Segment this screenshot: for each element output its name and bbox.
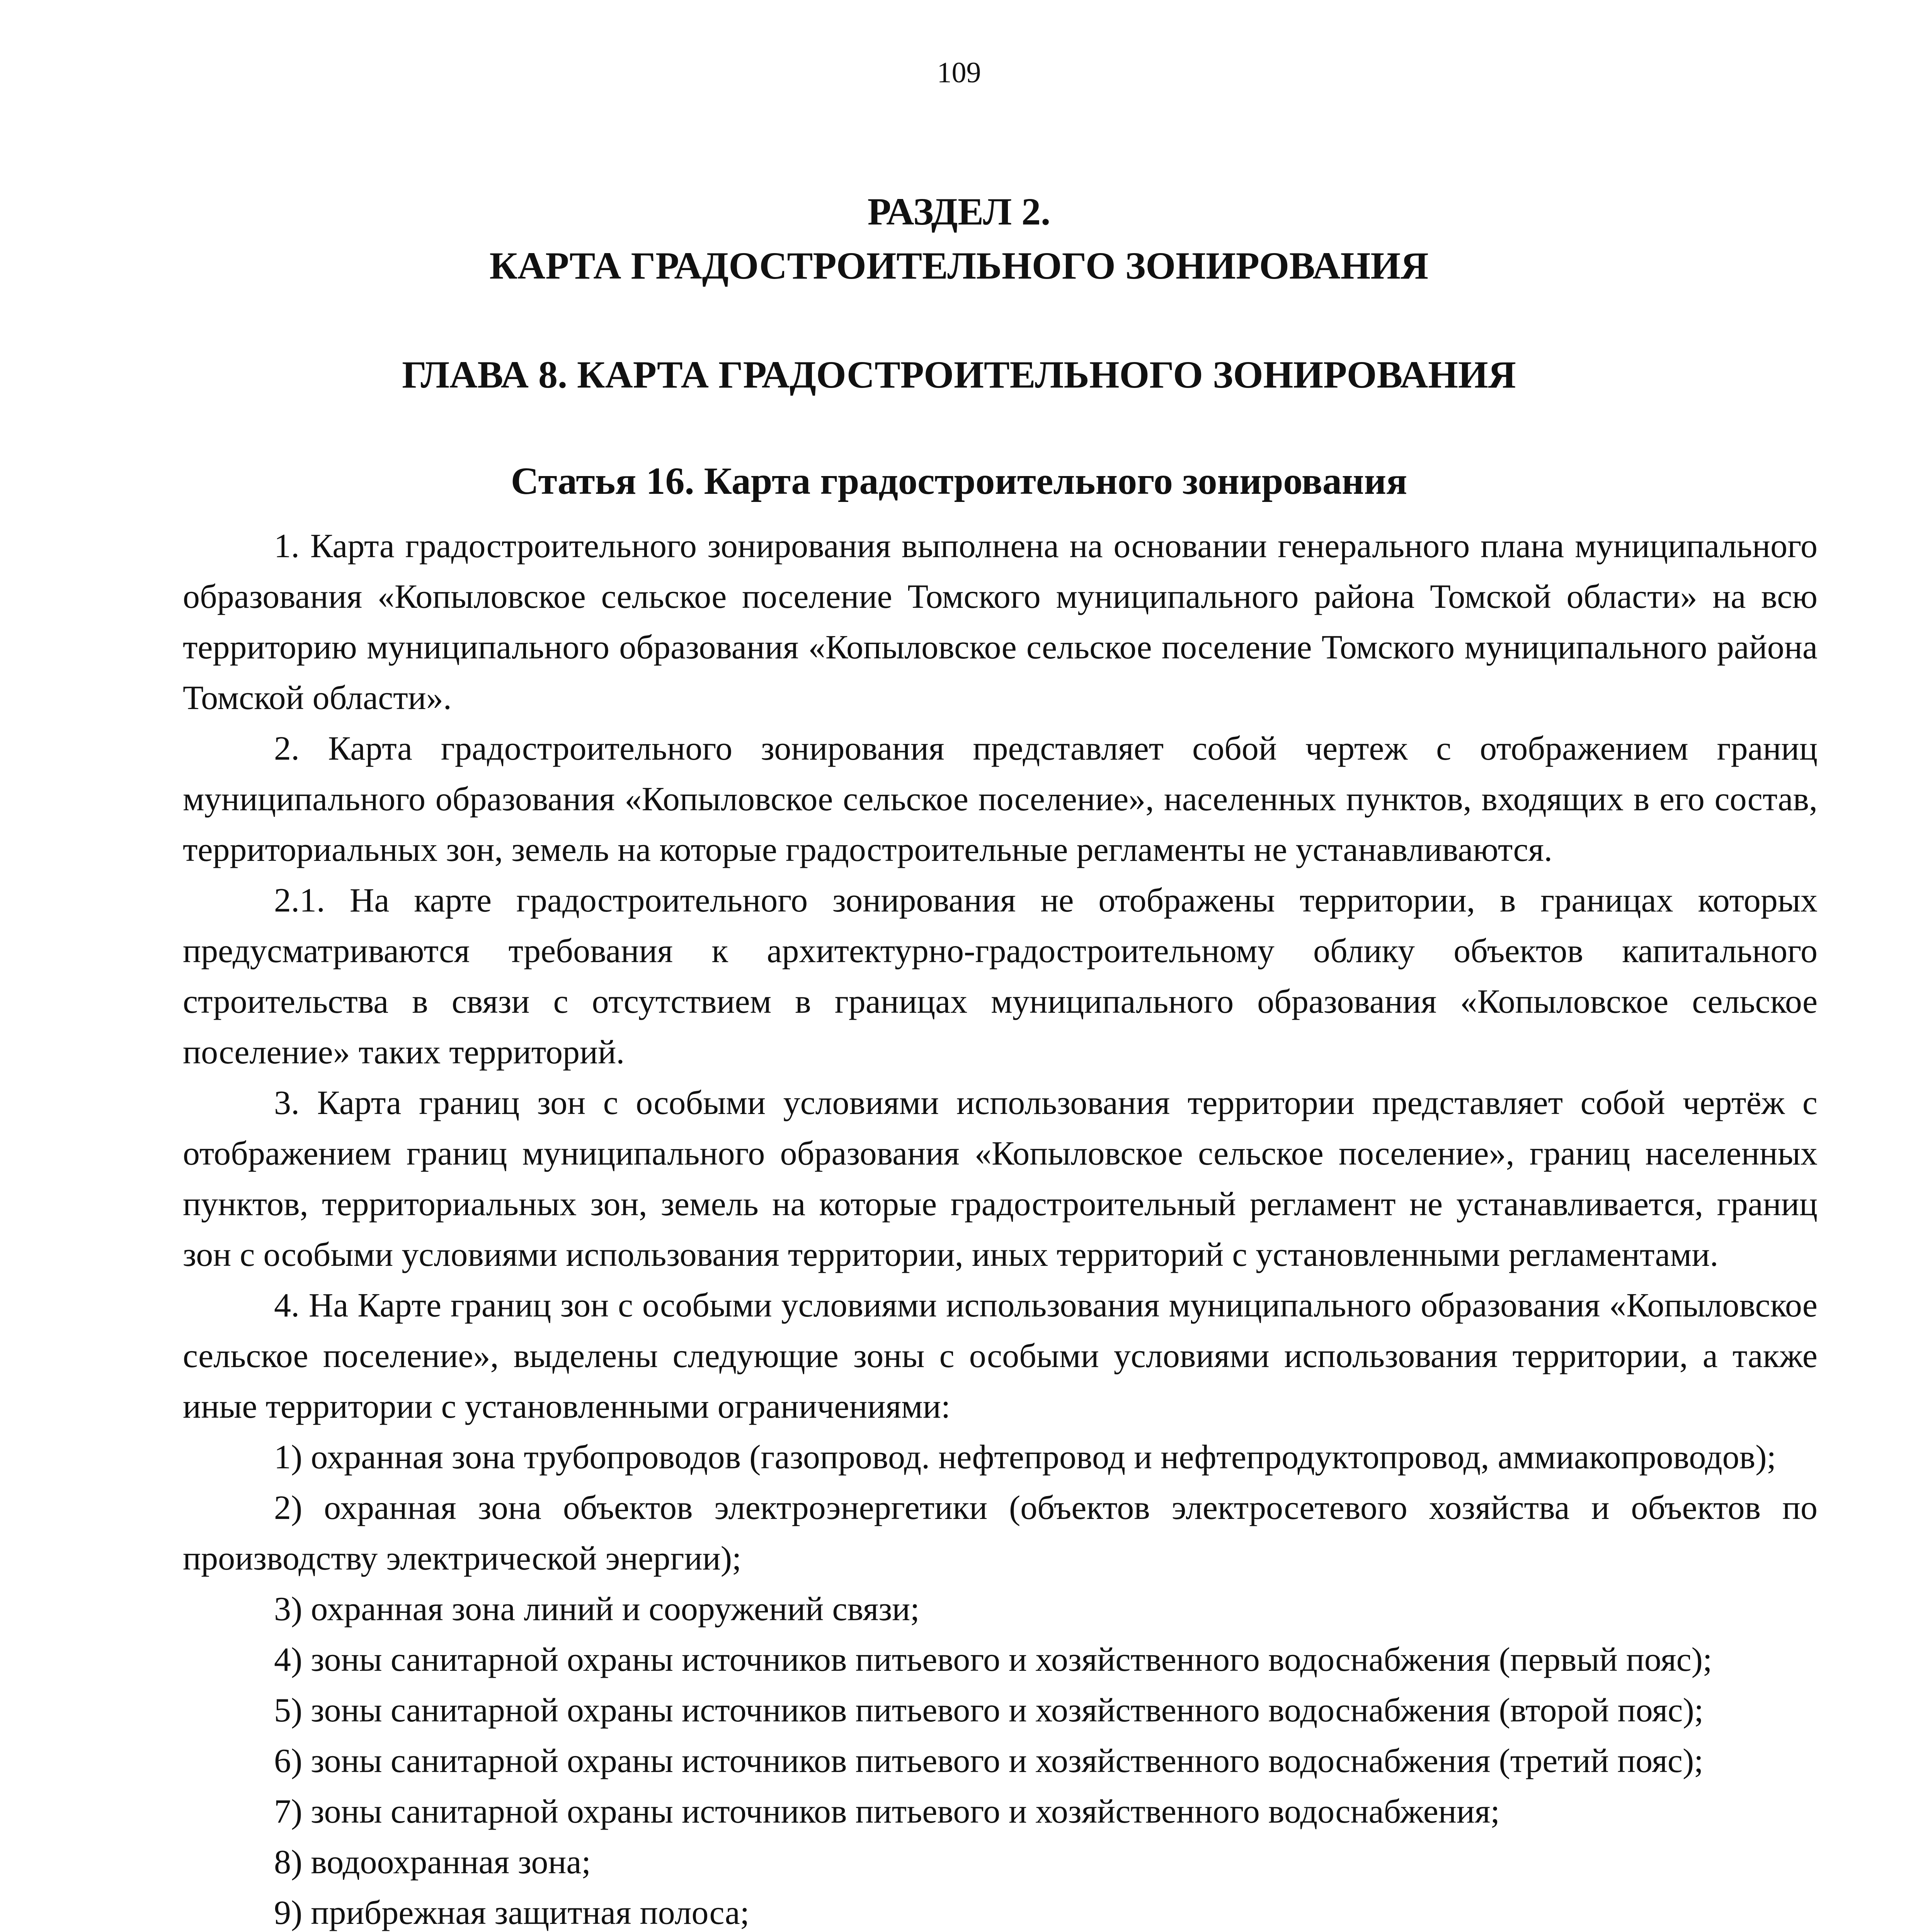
paragraph-2: 2. Карта градостроительного зонирования представляет собой чертеж с отображением границ муниципального образования «Копыловское сельское поселение», населенных пунктов, входящих в его состав, территориальных зон, земель на которые градостроительные регламенты не устанавливаются. [183,730,1818,869]
section-heading-line-2: КАРТА ГРАДОСТРОИТЕЛЬНОГО ЗОНИРОВАНИЯ [489,244,1429,287]
paragraph-4: 4. На Карте границ зон с особыми условиями использования муниципального образования «Копыловское сельское поселение», выделены следующие зоны с особыми условиями использования территории, а также иные территории с установленными ограничениями: [183,1287,1818,1425]
paragraph-2-1: 2.1. На карте градостроительного зонирования не отображены территории, в границах которых предусматриваются требования к архитектурно-градостроительному облику объектов капитального строительства в связи с отсутствием в границах муниципального образования «Копыловское сельское поселение» таких территорий. [183,882,1818,1071]
chapter-heading: ГЛАВА 8. КАРТА ГРАДОСТРОИТЕЛЬНОГО ЗОНИРОВАНИЯ [402,353,1516,396]
list-item-2: 2) охранная зона объектов электроэнергетики (объектов электросетевого хозяйства и объектов по производству электрической энергии); [183,1489,1818,1577]
list-item-9: 9) прибрежная защитная полоса; [274,1894,750,1932]
list-item-1: 1) охранная зона трубопроводов (газопровод. нефтепровод и нефтепродуктопровод, аммиакопроводов); [274,1439,1776,1476]
page-number: 109 [937,56,981,89]
article-heading: Статья 16. Карта градостроительного зонирования [511,459,1407,502]
paragraph-3: 3. Карта границ зон с особыми условиями использования территории представляет собой чертёж с отображением границ муниципального образования «Копыловское сельское поселение», границ населенных пунктов, территориальных зон, земель на которые градостроительный регламент не устанавливается, границ зон с особыми условиями использования территории, иных территорий с установленными регламентами. [183,1084,1818,1274]
list-item-6: 6) зоны санитарной охраны источников питьевого и хозяйственного водоснабжения (третий пояс); [274,1742,1704,1780]
article-body [183,521,1818,1932]
list-item-4: 4) зоны санитарной охраны источников питьевого и хозяйственного водоснабжения (первый пояс); [274,1641,1712,1679]
list-item-5: 5) зоны санитарной охраны источников питьевого и хозяйственного водоснабжения (второй пояс); [274,1692,1704,1729]
list-item-3: 3) охранная зона линий и сооружений связи; [274,1590,920,1628]
paragraph-1: 1. Карта градостроительного зонирования выполнена на основании генерального плана муниципального образования «Копыловское сельское поселение Томского муниципального района Томской области» на всю территорию муниципального образования «Копыловское сельское поселение Томского муниципального района Томской области». [183,527,1818,717]
list-item-8: 8) водоохранная зона; [274,1844,591,1881]
section-heading-line-1: РАЗДЕЛ 2. [867,190,1051,233]
list-item-7: 7) зоны санитарной охраны источников питьевого и хозяйственного водоснабжения; [274,1793,1500,1830]
section-heading [0,185,1918,293]
